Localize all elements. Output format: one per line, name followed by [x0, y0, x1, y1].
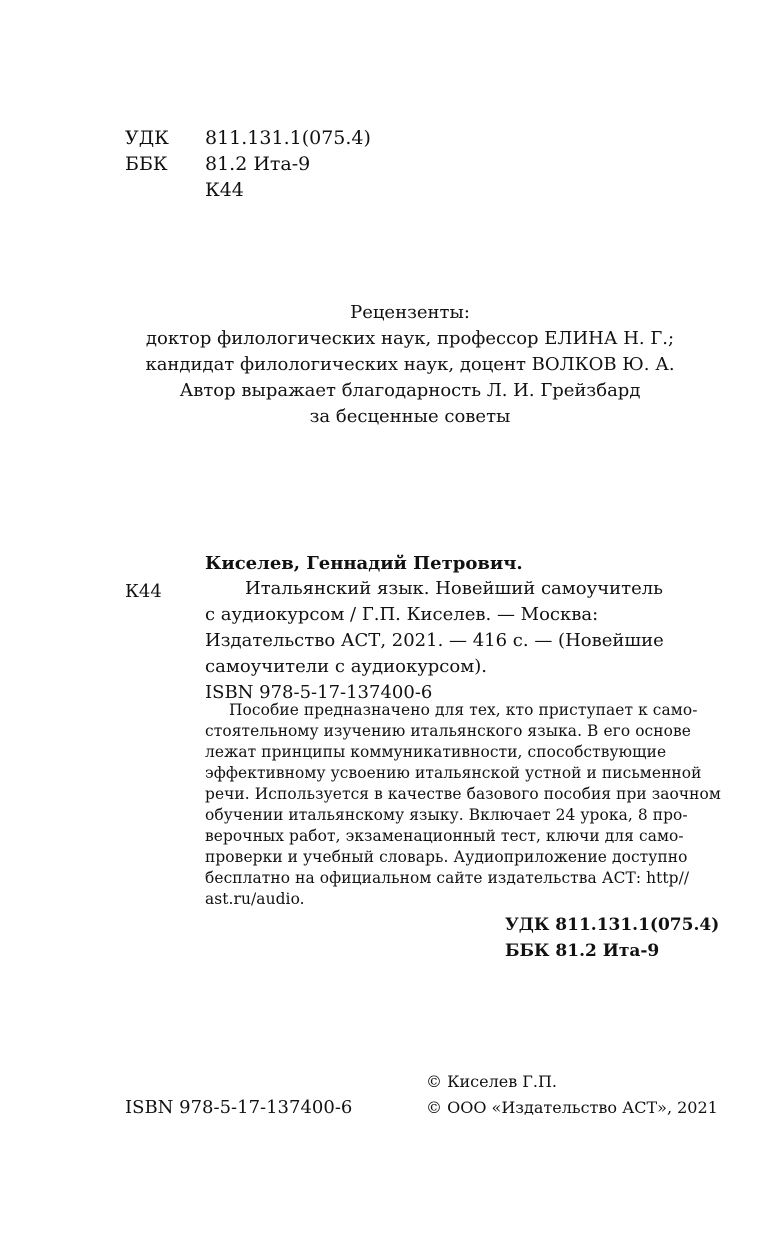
reviewers-heading: Рецензенты: [350, 302, 470, 323]
annotation-line: ast.ru/audio. [205, 890, 305, 908]
annotation-line: речи. Используется в качестве базового пособия при заочном [205, 785, 721, 803]
copyright-publisher: © ООО «Издательство АСТ», 2021 [426, 1098, 718, 1117]
card-bbk: ББК 81.2 Ита-9 [505, 941, 660, 961]
annotation-line: бесплатно на официальном сайте издательства АСТ: http// [205, 869, 690, 887]
card-udk: УДК 811.131.1(075.4) [505, 915, 720, 935]
card-isbn: ISBN 978-5-17-137400-6 [205, 682, 433, 703]
thanks-line-2: за бесценные советы [309, 406, 511, 427]
card-annotation [205, 700, 721, 910]
annotation-line: проверки и учебный словарь. Аудиоприложение доступно [205, 848, 688, 866]
copyright-author: © Киселев Г.П. [426, 1072, 558, 1091]
biblio-line: самоучители с аудиокурсом). [205, 656, 487, 677]
bbk-label: ББК [125, 153, 168, 175]
annotation-line: Пособие предназначено для тех, кто приступает к само- [229, 701, 698, 719]
udk-label: УДК [125, 127, 169, 149]
biblio-line: с аудиокурсом / Г.П. Киселев. — Москва: [205, 604, 599, 625]
annotation-line: обучении итальянскому языку. Включает 24 урока, 8 про- [205, 806, 688, 824]
author-sign: К44 [205, 179, 244, 201]
reviewers-block [100, 300, 720, 430]
annotation-line: эффективному усвоению итальянской устной и письменной [205, 764, 702, 782]
footer-isbn: ISBN 978-5-17-137400-6 [125, 1097, 353, 1118]
annotation-line: верочных работ, экзаменационный тест, ключи для само- [205, 827, 684, 845]
thanks-line-1: Автор выражает благодарность Л. И. Грейзбард [179, 380, 641, 401]
annotation-line: лежат принципы коммуникативности, способствующие [205, 743, 667, 761]
annotation-line: стоятельному изучению итальянского языка. В его основе [205, 722, 691, 740]
bbk-value: 81.2 Ита-9 [205, 153, 311, 175]
card-bibliographic-description [205, 576, 705, 706]
biblio-line: Издательство АСТ, 2021. — 416 с. — (Новейшие [205, 630, 664, 651]
card-author: Киселев, Геннадий Петрович. [205, 553, 523, 574]
reviewer-1: доктор филологических наук, профессор ЕЛИНА Н. Г.; [145, 328, 675, 349]
reviewer-2: кандидат филологических наук, доцент ВОЛКОВ Ю. А. [145, 354, 675, 375]
biblio-line: Итальянский язык. Новейший самоучитель [245, 578, 663, 599]
card-author-sign: К44 [125, 581, 162, 602]
udk-value: 811.131.1(075.4) [205, 127, 371, 149]
